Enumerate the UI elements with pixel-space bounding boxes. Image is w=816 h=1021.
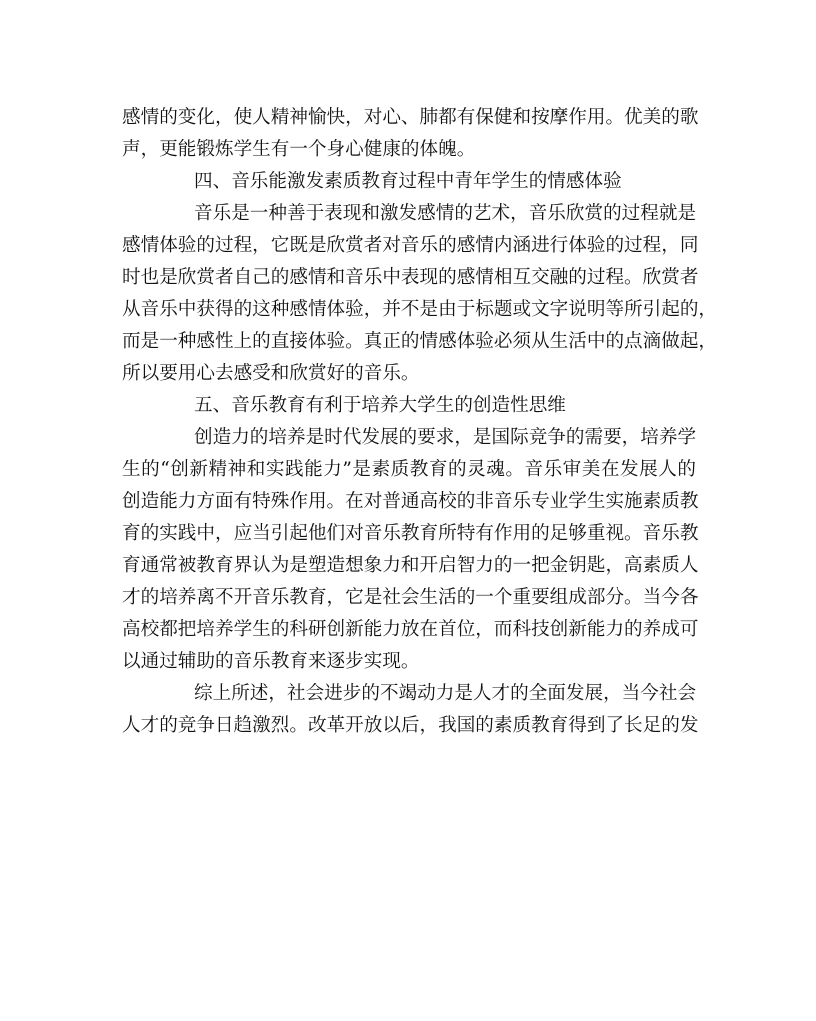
text-line: 创造能力方面有特殊作用。在对普通高校的非音乐专业学生实施素质教	[122, 491, 699, 512]
text-line: 音乐是一种善于表现和激发感情的艺术，音乐欣赏的过程就是	[194, 203, 697, 224]
text-line: 高校都把培养学生的科研创新能力放在首位，而科技创新能力的养成可	[122, 619, 699, 640]
text-line: 生的“创新精神和实践能力”是素质教育的灵魂。音乐审美在发展人的	[122, 459, 696, 480]
text-line: 才的培养离不开音乐教育，它是社会生活的一个重要组成部分。当今各	[122, 587, 699, 608]
text-line: 创造力的培养是时代发展的要求，是国际竞争的需要，培养学	[194, 427, 697, 448]
text-line: 以通过辅助的音乐教育来逐步实现。	[122, 651, 420, 672]
text-line: 人才的竞争日趋激烈。改革开放以后，我国的素质教育得到了长足的发	[122, 715, 699, 736]
text-line: 所以要用心去感受和欣赏好的音乐。	[122, 363, 420, 384]
text-line: 而是一种感性上的直接体验。真正的情感体验必须从生活中的点滴做起，	[122, 331, 718, 352]
text-line: 育通常被教育界认为是塑造想象力和开启智力的一把金钥匙，高素质人	[122, 555, 699, 576]
text-line: 四、音乐能激发素质教育过程中青年学生的情感体验	[194, 171, 622, 192]
text-line: 声，更能锻炼学生有一个身心健康的体魄。	[122, 139, 476, 160]
document-body	[122, 102, 718, 742]
text-line: 综上所述，社会进步的不竭动力是人才的全面发展，当今社会	[194, 683, 697, 704]
text-line: 感情体验的过程，它既是欣赏者对音乐的感情内涵进行体验的过程，同	[122, 235, 699, 256]
text-line: 从音乐中获得的这种感情体验，并不是由于标题或文字说明等所引起的，	[122, 299, 718, 320]
text-line: 育的实践中，应当引起他们对音乐教育所特有作用的足够重视。音乐教	[122, 523, 699, 544]
text-line: 感情的变化，使人精神愉快，对心、肺都有保健和按摩作用。优美的歌	[122, 107, 699, 128]
text-line: 五、音乐教育有利于培养大学生的创造性思维	[194, 395, 566, 416]
text-line: 时也是欣赏者自己的感情和音乐中表现的感情相互交融的过程。欣赏者	[122, 267, 699, 288]
